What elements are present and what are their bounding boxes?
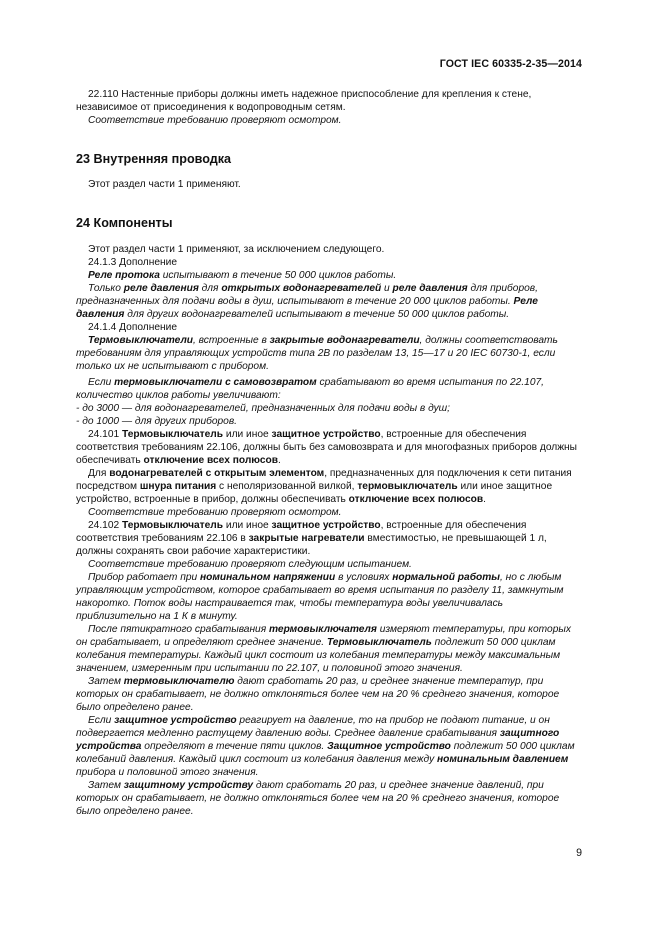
list-item: - до 1000 — для других приборов.: [76, 416, 237, 427]
paragraph-pressure-result: Затем защитному устройству дают сработать 20 раз, и среднее значение давлений, при которых он срабатывает, не должно отклоняться более чем на 20 % среднего значения, которое было определено ранее.: [76, 780, 560, 817]
compliance-check: Соответствие требованию проверяют осмотром.: [88, 115, 342, 126]
compliance-check: Соответствие требованию проверяют следующим испытанием.: [88, 559, 412, 570]
page-body: [76, 88, 583, 818]
paragraph-self-resetting: Если термовыключатели с самовозвратом срабатывают во время испытания по 22.107, количество циклов работы увеличивают:: [76, 377, 544, 401]
paragraph-thermal-cutouts: Термовыключатели, встроенные в закрытые водонагреватели, должны соответствовать требованиям для управляющих устройств типа 2В по разделам 13, 15—17 и 20 IEC 60730-1, если только их не испытывают с прибором.: [76, 335, 558, 372]
page-number: 9: [576, 847, 582, 859]
document-code: ГОСТ IEC 60335-2-35—2014: [439, 58, 582, 70]
clause-24-1-4: 24.1.4 Дополнение: [88, 322, 178, 333]
paragraph-pressure-test: Если защитное устройство реагирует на давление, то на прибор не подают питание, и он подвергается медленно растущему давлению воды. Среднее давление срабатывания защитного устройства определяют в течение пяти циклов. Защитное устройство подлежит 50 000 циклам колебаний давления. Каждый цикл состоит из колебания давления между номинальным давлением прибора и половиной этого значения.: [76, 715, 575, 778]
paragraph-test-operation: Прибор работает при номинальном напряжении в условиях нормальной работы, но с любым управляющим устройством, которое срабатывает во время испытания по разделу 11, замкнутым накоротко. Поток воды настраивается так, чтобы температура воды увеличивалась приблизительно на 1 К в минуту.: [76, 572, 564, 622]
paragraph-pressure-relay: Только реле давления для открытых водонагревателей и реле давления для приборов, предназначенных для подачи воды в душ, испытывают в течение 20 000 циклов работы. Реле давления для других водонагревателей испытывают в течение 50 000 циклов работы.: [76, 283, 538, 320]
section-23-text: Этот раздел части 1 применяют.: [88, 179, 241, 190]
clause-24-101: 24.101 Термовыключатель или иное защитное устройство, встроенные для обеспечения соответствия требованиям 22.106, должны быть без самовозврата и для многофазных приборов должны обеспечивать отключение всех полюсов.: [76, 429, 577, 466]
compliance-check: Соответствие требованию проверяют осмотром.: [88, 507, 342, 518]
section-24-intro: Этот раздел части 1 применяют, за исключением следующего.: [88, 244, 385, 255]
clause-24-102: 24.102 Термовыключатель или иное защитное устройство, встроенные для обеспечения соответствия требованиям 22.106 в закрытые нагреватели вместимостью, не превышающей 1 л, должны сохранять свои рабочие характеристики.: [76, 520, 547, 557]
clause-22-110: 22.110 Настенные приборы должны иметь надежное приспособление для крепления к стене, независимое от присоединения к водопроводным сетям.: [76, 89, 532, 113]
paragraph-flow-relay: Реле протока испытывают в течение 50 000 циклов работы.: [88, 270, 397, 281]
paragraph-temperature-result: Затем термовыключателю дают сработать 20 раз, и среднее значение температур, при которых он срабатывает, не должно отклоняться более чем на 20 % среднего значения, которое было определено ранее.: [76, 676, 560, 713]
section-heading-23: 23 Внутренняя проводка: [76, 152, 232, 166]
paragraph-open-element: Для водонагревателей с открытым элементом, предназначенных для подключения к сети питания посредством шнура питания с неполяризованной вилкой, термовыключатель или иное защитное устройство, встроенные в прибор, должны обеспечивать отключение всех полюсов.: [76, 468, 572, 505]
clause-24-1-3: 24.1.3 Дополнение: [88, 257, 178, 268]
paragraph-temperature-cycles: После пятикратного срабатывания термовыключателя измеряют температуры, при которых он срабатывает, и определяют среднее значение. Термовыключатель подлежит 50 000 циклам колебания температуры. Каждый цикл состоит из колебания температуры между максимальным значением, измеренным при испытании по 22.107, и половиной этого значения.: [76, 624, 571, 674]
section-heading-24: 24 Компоненты: [76, 216, 173, 230]
list-item: - до 3000 — для водонагревателей, предназначенных для подачи воды в душ;: [76, 403, 450, 414]
